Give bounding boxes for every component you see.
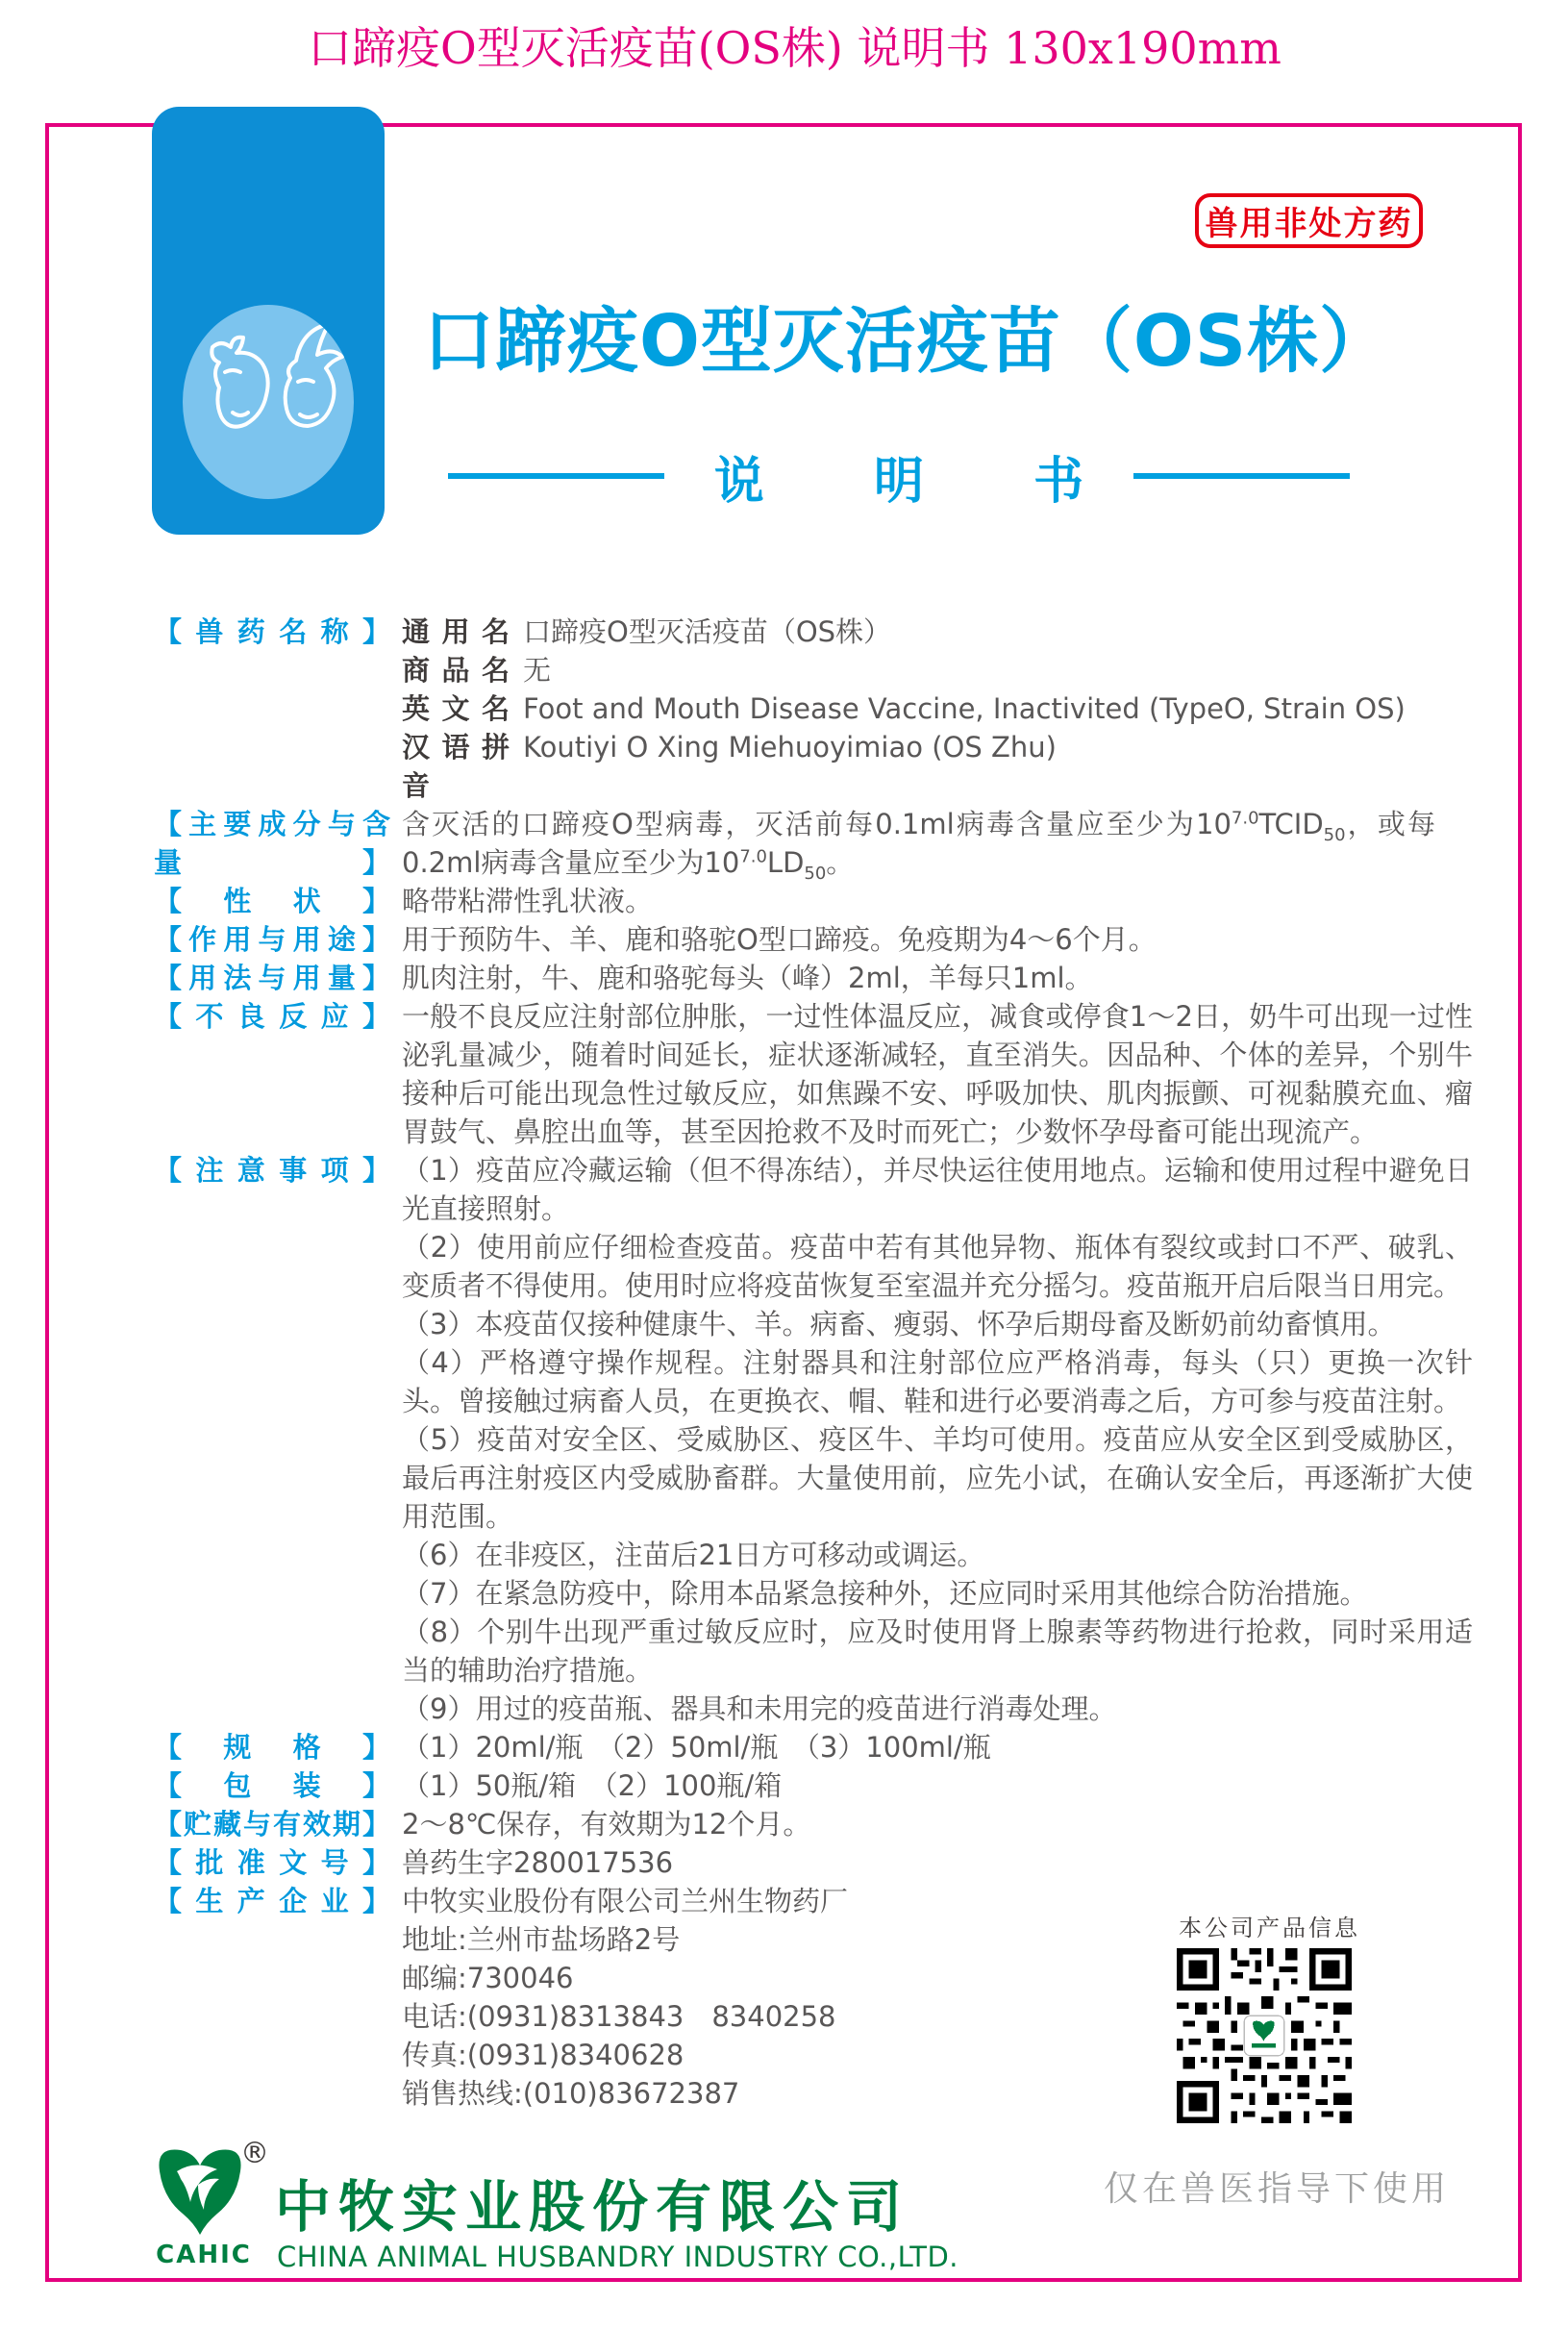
section-storage <box>154 1805 1473 1843</box>
subscript: 50 <box>1323 824 1346 845</box>
subtitle-dash-right <box>1133 473 1350 479</box>
composition-text: 含灭活的口蹄疫O型病毒，灭活前每0.1ml病毒含量应至少为10 <box>402 808 1232 840</box>
notice-item: （2）使用前应仔细检查疫苗。疫苗中若有其他异物、瓶体有裂纹或封口不严、破乳、变质者不得使用。使用时应将疫苗恢复至室温并充分摇匀。疫苗瓶开启后限当日用完。 <box>402 1231 1473 1302</box>
section-text: 略带粘滞性乳状液。 <box>402 885 654 917</box>
section-label: 【不良反应】 <box>154 1000 390 1033</box>
section-composition <box>154 805 1473 882</box>
manufacturer-name: 中牧实业股份有限公司兰州生物药厂 <box>402 1885 849 1917</box>
subtitle-dash-left <box>448 473 664 479</box>
section-text: 用于预防牛、羊、鹿和骆驼O型口蹄疫。免疫期为4～6个月。 <box>402 923 1157 956</box>
section-text: 2～8℃保存，有效期为12个月。 <box>402 1808 811 1841</box>
vet-guidance-note: 仅在兽医指导下使用 <box>1104 2169 1451 2209</box>
section-usage <box>154 959 1473 997</box>
name-key: 英文名 <box>402 692 510 725</box>
brand-bar <box>152 107 385 535</box>
name-value: Koutiyi O Xing Miehuoyimiao (OS Zhu) <box>523 731 1057 764</box>
section-text: 肌肉注射，牛、鹿和骆驼每头（峰）2ml，羊每只1ml。 <box>402 962 1093 994</box>
print-spec-title: 口蹄疫O型灭活疫苗(OS株) 说明书 130x190mm <box>308 22 1282 74</box>
notice-item: （8）个别牛出现严重过敏反应时，应及时使用肾上腺素等药物进行抢救，同时采用适当的辅助治疗措施。 <box>402 1615 1473 1687</box>
section-label: 【批准文号】 <box>154 1846 390 1879</box>
section-text <box>402 805 1435 882</box>
section-label: 【主要成分与含量】 <box>154 808 390 879</box>
registered-trademark-icon: ® <box>240 2137 269 2170</box>
section-character <box>154 882 1473 920</box>
section-label: 【用法与用量】 <box>154 962 390 994</box>
notice-item: （3）本疫苗仅接种健康牛、羊。病畜、瘦弱、怀孕后期母畜及断奶前幼畜慎用。 <box>402 1308 1396 1340</box>
contact-line: 传真:(0931)8340628 <box>402 2039 684 2071</box>
contact-line: 地址:兰州市盐场路2号 <box>402 1923 681 1956</box>
qr-code-icon <box>1177 1948 1352 2123</box>
notice-item: （5）疫苗对安全区、受威胁区、疫区牛、羊均可使用。疫苗应从安全区到受威胁区，最后再注射疫区内受威胁畜群。大量使用前，应先小试，在确认安全后，再逐渐扩大使用范围。 <box>402 1423 1473 1533</box>
section-text: 兽药生字280017536 <box>402 1846 674 1879</box>
insert-subtitle: 说 明 书 <box>713 452 1131 511</box>
section-adverse <box>154 997 1473 1151</box>
cattle-goat-icon <box>183 305 354 499</box>
section-label: 【包装】 <box>154 1769 390 1802</box>
composition-text: 。 <box>826 846 855 879</box>
composition-text: LD <box>766 846 805 879</box>
name-key: 商品名 <box>402 654 510 687</box>
name-row <box>402 689 1473 728</box>
section-label: 【规格】 <box>154 1731 390 1764</box>
section-text: （1）50瓶/箱 （2）100瓶/箱 <box>402 1769 783 1802</box>
section-text: 一般不良反应注射部位肿胀，一过性体温反应，减食或停食1～2日，奶牛可出现一过性泌乳量减少，随着时间延长，症状逐渐减轻，直至消失。因品种、个体的差异，个别牛接种后可能出现急性过敏反应，如焦躁不安、呼吸加快、肌肉振颤、可视黏膜充血、瘤胃鼓气、鼻腔出血等，甚至因抢救不及时而死亡；少数怀孕母畜可能出现流产。 <box>402 1000 1473 1148</box>
section-function <box>154 920 1473 959</box>
subtitle-row <box>423 442 1375 510</box>
section-label: 【生产企业】 <box>154 1885 390 1917</box>
subscript: 50 <box>804 863 827 884</box>
superscript: 7.0 <box>1231 808 1259 829</box>
section-spec <box>154 1728 1473 1766</box>
company-name-cn: 中牧实业股份有限公司 <box>275 2174 910 2240</box>
contact-line: 邮编:730046 <box>402 1962 574 1994</box>
doc-body <box>154 613 1473 2113</box>
notice-item: （6）在非疫区，注苗后21日方可移动或调运。 <box>402 1539 985 1571</box>
superscript: 7.0 <box>739 846 767 867</box>
name-key: 通用名 <box>402 615 510 648</box>
section-package <box>154 1766 1473 1805</box>
name-value: Foot and Mouth Disease Vaccine, Inactivited (TypeO, Strain OS) <box>523 692 1406 725</box>
section-label: 【作用与用途】 <box>154 923 390 956</box>
section-notice <box>154 1151 1473 1728</box>
section-approval <box>154 1843 1473 1882</box>
composition-text: ，或每0.2ml病毒含量应至少为10 <box>402 808 1435 879</box>
section-label: 【兽药名称】 <box>154 615 390 648</box>
name-key: 汉语拼音 <box>402 731 510 802</box>
notice-item: （7）在紧急防疫中，除用本品紧急接种外，还应同时采用其他综合防治措施。 <box>402 1577 1368 1610</box>
otc-badge: 兽用非处方药 <box>1195 193 1423 248</box>
livestock-ellipse <box>183 305 354 499</box>
name-row <box>402 613 1473 651</box>
notice-item: （9）用过的疫苗瓶、器具和未用完的疫苗进行消毒处理。 <box>402 1692 1117 1725</box>
notice-item: （1）疫苗应冷藏运输（但不得冻结），并尽快运往使用地点。运输和使用过程中避免日光直接照射。 <box>402 1154 1473 1225</box>
section-label: 【贮藏与有效期】 <box>154 1808 390 1841</box>
section-drug-name <box>154 613 1473 805</box>
name-row <box>402 651 1473 689</box>
qr-label: 本公司产品信息 <box>1179 1915 1360 1941</box>
name-value: 无 <box>523 654 552 687</box>
notice-item: （4）严格遵守操作规程。注射器具和注射部位应严格消毒，每头（只）更换一次针头。曾接触过病畜人员，在更换衣、帽、鞋和进行必要消毒之后，方可参与疫苗注射。 <box>402 1346 1473 1417</box>
contact-line: 电话:(0931)8313843 8340258 <box>402 2000 836 2033</box>
name-value: 口蹄疫O型灭活疫苗（OS株） <box>523 615 892 648</box>
cahic-logo-text: CAHIC <box>156 2241 252 2269</box>
contact-line: 销售热线:(010)83672387 <box>402 2077 740 2110</box>
product-title: 口蹄疫O型灭活疫苗（OS株） <box>423 300 1392 383</box>
composition-text: TCID <box>1258 808 1324 840</box>
section-text: （1）20ml/瓶 （2）50ml/瓶 （3）100ml/瓶 <box>402 1731 991 1764</box>
name-row <box>402 728 1473 805</box>
section-label: 【注意事项】 <box>154 1154 390 1187</box>
section-label: 【性状】 <box>154 885 390 917</box>
company-name-en: CHINA ANIMAL HUSBANDRY INDUSTRY CO.,LTD. <box>277 2241 959 2273</box>
